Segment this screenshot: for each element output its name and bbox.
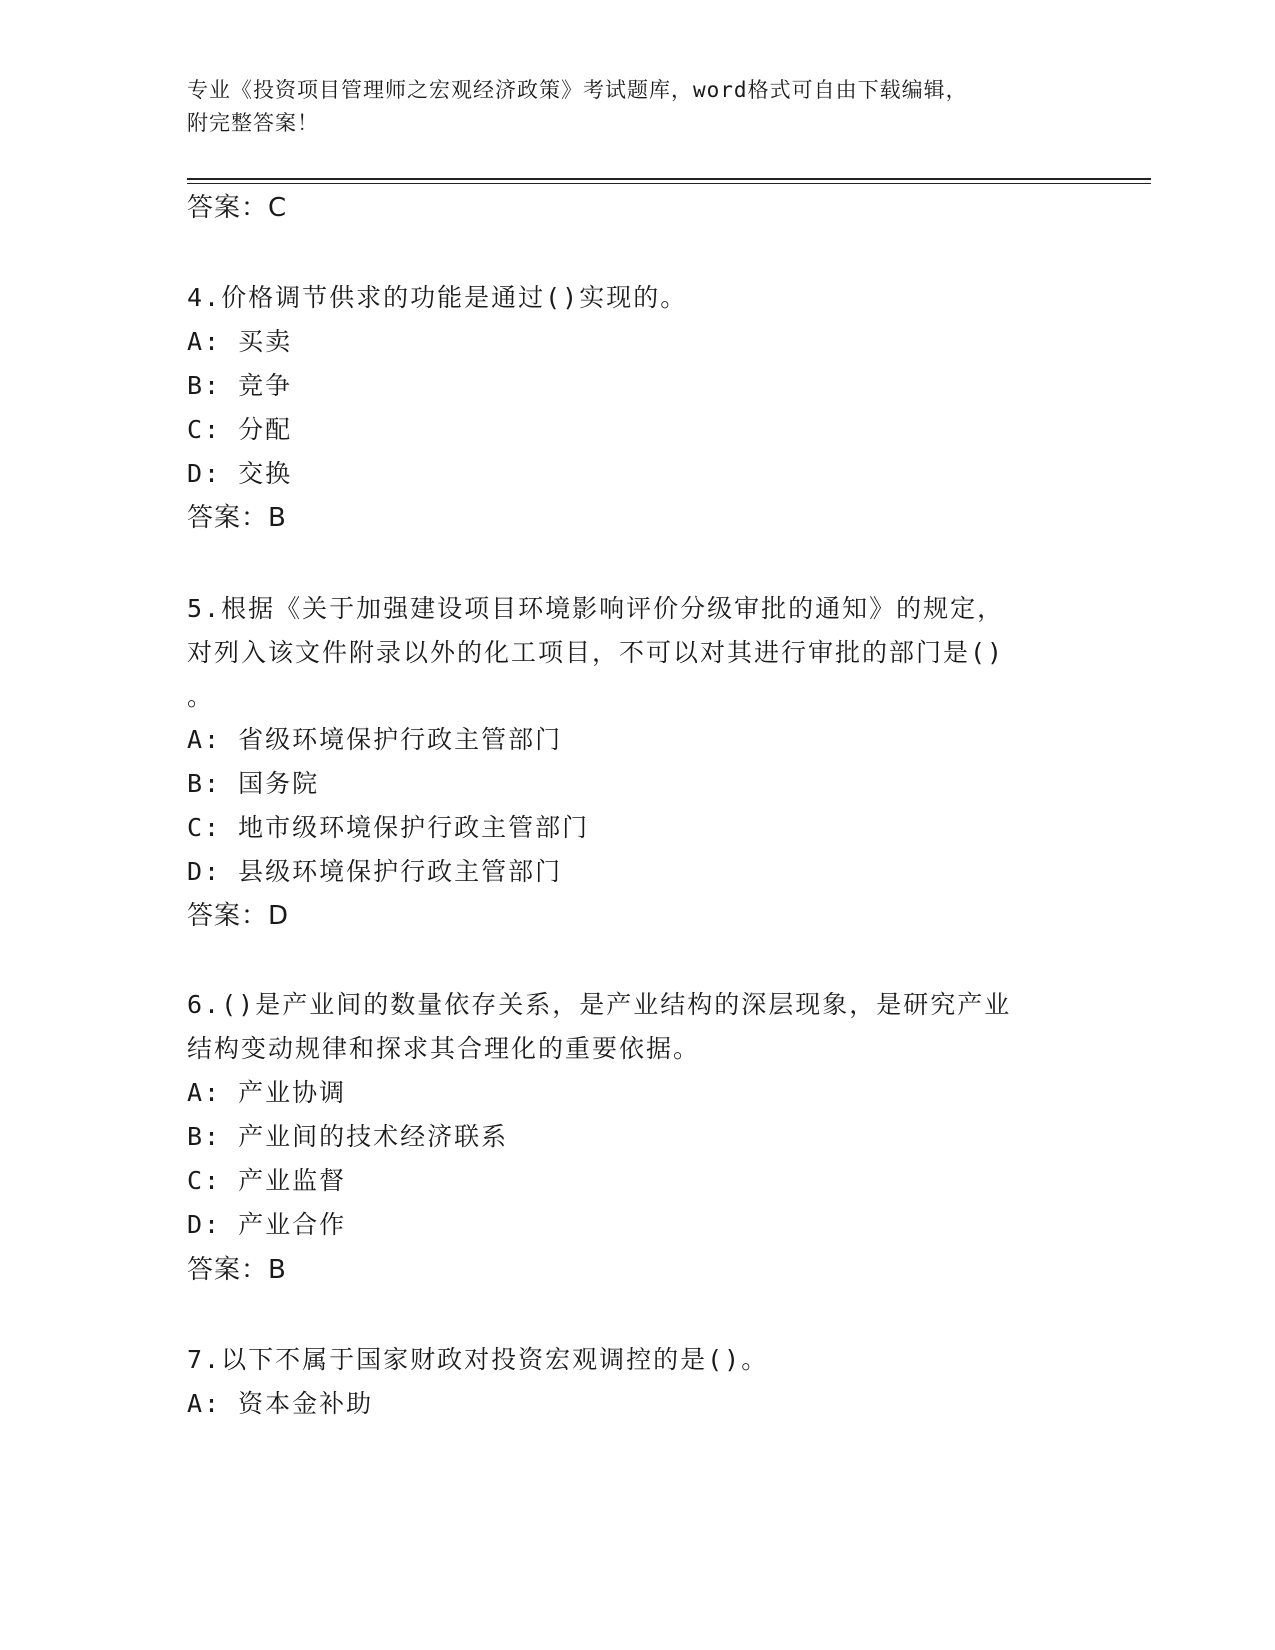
q6-option-d: D: 产业合作 (187, 1210, 347, 1239)
q5-option-b: B: 国务院 (187, 769, 320, 798)
q4-option-c: C: 分配 (187, 415, 293, 444)
header-line-2: 附完整答案！ (187, 111, 319, 135)
q5-stem-line-2: 对列入该文件附录以外的化工项目，不可以对其进行审批的部门是() (187, 638, 1005, 667)
header-divider-thin (187, 183, 1151, 184)
q5-option-c: C: 地市级环境保护行政主管部门 (187, 813, 590, 842)
q5-option-d: D: 县级环境保护行政主管部门 (187, 857, 563, 886)
q6-option-b: B: 产业间的技术经济联系 (187, 1122, 509, 1151)
header-line-1: 专业《投资项目管理师之宏观经济政策》考试题库，word格式可自由下载编辑， (187, 78, 968, 102)
q4-answer: 答案：B (187, 503, 287, 533)
q4-option-d: D: 交换 (187, 459, 293, 488)
q4-option-b: B: 竞争 (187, 371, 293, 400)
header-divider-thick (187, 178, 1151, 180)
q7-stem: 7.以下不属于国家财政对投资宏观调控的是()。 (187, 1345, 769, 1374)
q7-option-a: A: 资本金补助 (187, 1389, 374, 1418)
q6-option-c: C: 产业监督 (187, 1166, 347, 1195)
q5-stem-line-1: 5.根据《关于加强建设项目环境影响评价分级审批的通知》的规定， (187, 594, 1005, 623)
q6-stem-line-2: 结构变动规律和探求其合理化的重要依据。 (187, 1034, 701, 1063)
q6-stem-line-1: 6.()是产业间的数量依存关系，是产业结构的深层现象，是研究产业 (187, 990, 1012, 1019)
q6-option-a: A: 产业协调 (187, 1078, 347, 1107)
q6-answer: 答案：B (187, 1255, 287, 1285)
q5-stem-line-3: 。 (187, 682, 215, 711)
q4-stem: 4.价格调节供求的功能是通过()实现的。 (187, 283, 688, 312)
answer-prev: 答案：C (187, 193, 288, 223)
document-header (187, 74, 1087, 140)
q5-option-a: A: 省级环境保护行政主管部门 (187, 725, 563, 754)
q5-answer: 答案：D (187, 901, 290, 931)
q4-option-a: A: 买卖 (187, 327, 293, 356)
